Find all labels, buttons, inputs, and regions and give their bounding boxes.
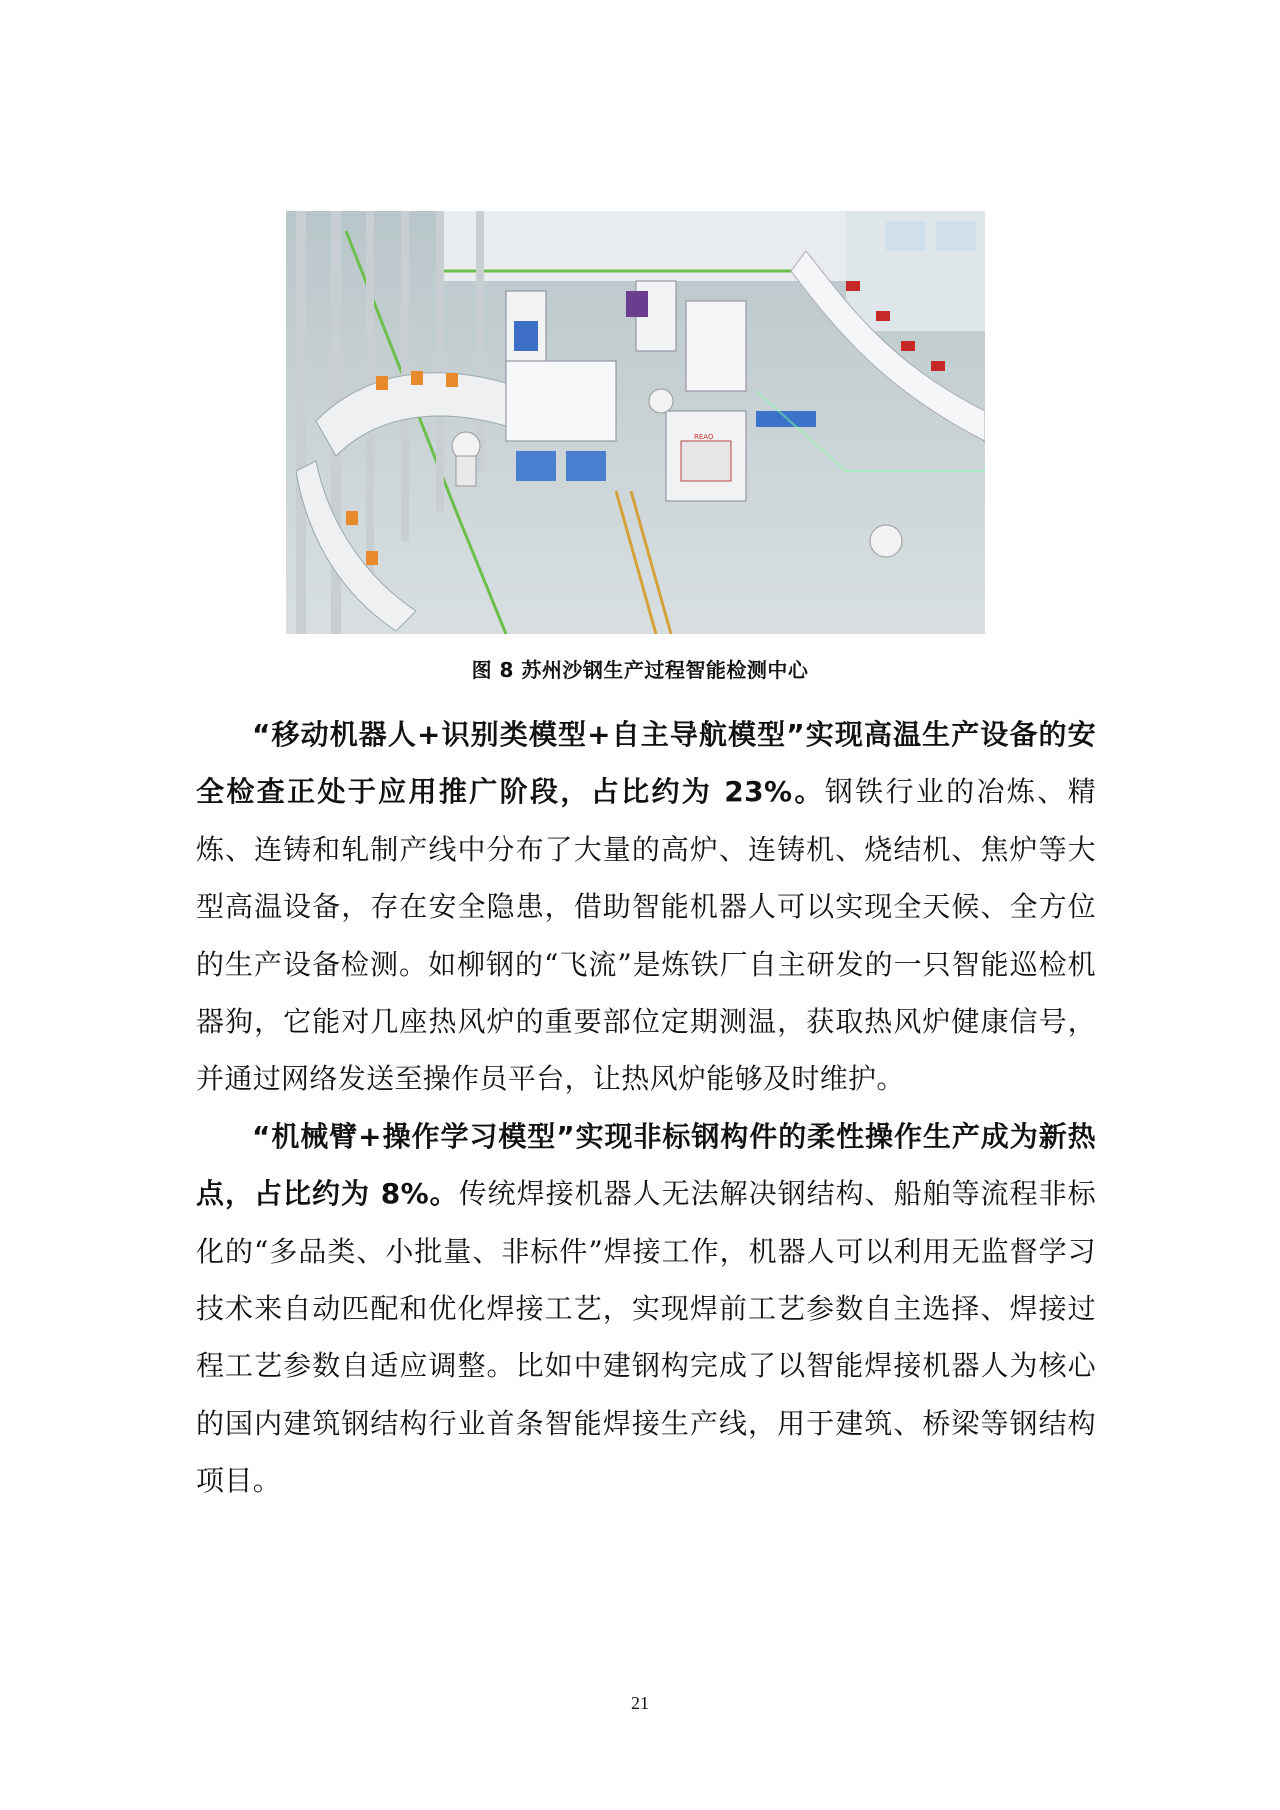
paragraph-1 [196, 706, 1096, 1108]
paragraph-1-lead: “移动机器人+识别类模型+自主导航模型”实现高温生产设备的安全检查正处于应用推广阶段，占比约为 23%。 [196, 718, 1096, 809]
figure-photo [286, 211, 985, 634]
body-text [196, 706, 1096, 1510]
page-number: 21 [631, 1693, 649, 1713]
figure-caption: 图 8 苏州沙钢生产过程智能检测中心 [471, 658, 809, 682]
paragraph-2-lead: “机械臂+操作学习模型”实现非标钢构件的柔性操作生产成为新热点，占比约为 8%。 [196, 1119, 1096, 1211]
paragraph-2-text: 传统焊接机器人无法解决钢结构、船舶等流程非标化的“多品类、小批量、非标件”焊接工作，机器人可以利用无监督学习技术来自动匹配和优化焊接工艺，实现焊前工艺参数自主选择、焊接过程工艺参数自适应调整。比如中建钢构完成了以智能焊接机器人为核心的国内建筑钢结构行业首条智能焊接生产线，用于建筑、桥梁等钢结构项目。 [196, 1177, 1096, 1498]
photo-signage: REAO [694, 433, 714, 441]
paragraph-1-text: 钢铁行业的冶炼、精炼、连铸和轧制产线中分布了大量的高炉、连铸机、烧结机、焦炉等大型高温设备，存在安全隐患，借助智能机器人可以实现全天候、全方位的生产设备检测。如柳钢的“飞流”是炼铁厂自主研发的一只智能巡检机器狗，它能对几座热风炉的重要部位定期测温，获取热风炉健康信号，并通过网络发送至操作员平台，让热风炉能够及时维护。 [196, 775, 1096, 1096]
factory-photo-illustration [286, 211, 985, 634]
paragraph-2 [196, 1108, 1096, 1510]
